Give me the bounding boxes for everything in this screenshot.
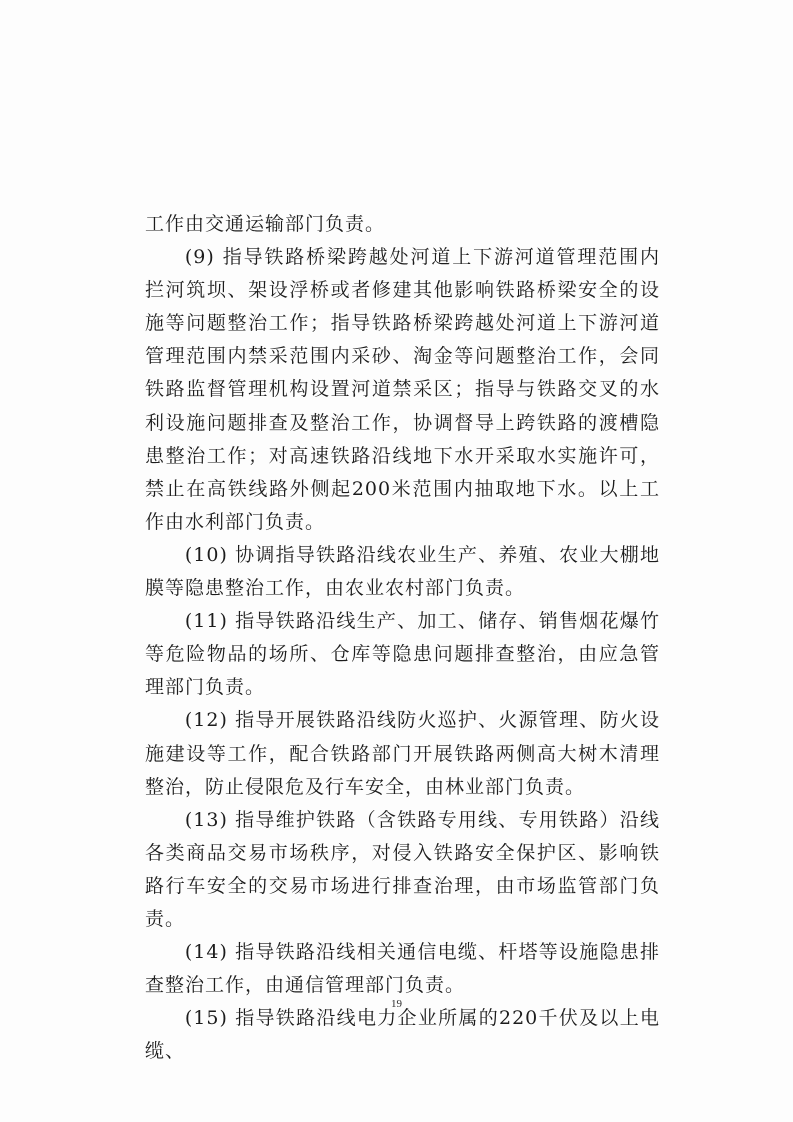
body-text	[145, 208, 660, 1068]
paragraph-item-9: (9) 指导铁路桥梁跨越处河道上下游河道管理范围内拦河筑坝、架设浮桥或者修建其他影响铁路桥梁安全的设施等问题整治工作；指导铁路桥梁跨越处河道上下游河道管理范围内禁采范围内采砂、淘金等问题整治工作，会同铁路监督管理机构设置河道禁采区；指导与铁路交叉的水利设施问题排查及整治工作，协调督导上跨铁路的渡槽隐患整治工作；对高速铁路沿线地下水开采取水实施许可，禁止在高铁线路外侧起200米范围内抽取地下水。以上工作由水利部门负责。	[145, 246, 660, 533]
paragraph-item-14: (14) 指导铁路沿线相关通信电缆、杆塔等设施隐患排查整治工作，由通信管理部门负责。	[145, 941, 660, 997]
paragraph-continuation: 工作由交通运输部门负责。	[145, 213, 386, 235]
paragraph-item-15: (15) 指导铁路沿线电力企业所属的220千伏及以上电缆、	[145, 1007, 660, 1063]
paragraph-item-11: (11) 指导铁路沿线生产、加工、储存、销售烟花爆竹等危险物品的场所、仓库等隐患问题排查整治，由应急管理部门负责。	[145, 610, 660, 699]
paragraph-item-12: (12) 指导开展铁路沿线防火巡护、火源管理、防火设施建设等工作，配合铁路部门开展铁路两侧高大树木清理整治，防止侵限危及行车安全，由林业部门负责。	[145, 709, 660, 798]
page-number: 19	[391, 998, 402, 1010]
paragraph-item-13: (13) 指导维护铁路（含铁路专用线、专用铁路）沿线各类商品交易市场秩序，对侵入铁路安全保护区、影响铁路行车安全的交易市场进行排查治理，由市场监管部门负责。	[145, 808, 660, 930]
paragraph-item-10: (10) 协调指导铁路沿线农业生产、养殖、农业大棚地膜等隐患整治工作，由农业农村部门负责。	[145, 543, 660, 600]
